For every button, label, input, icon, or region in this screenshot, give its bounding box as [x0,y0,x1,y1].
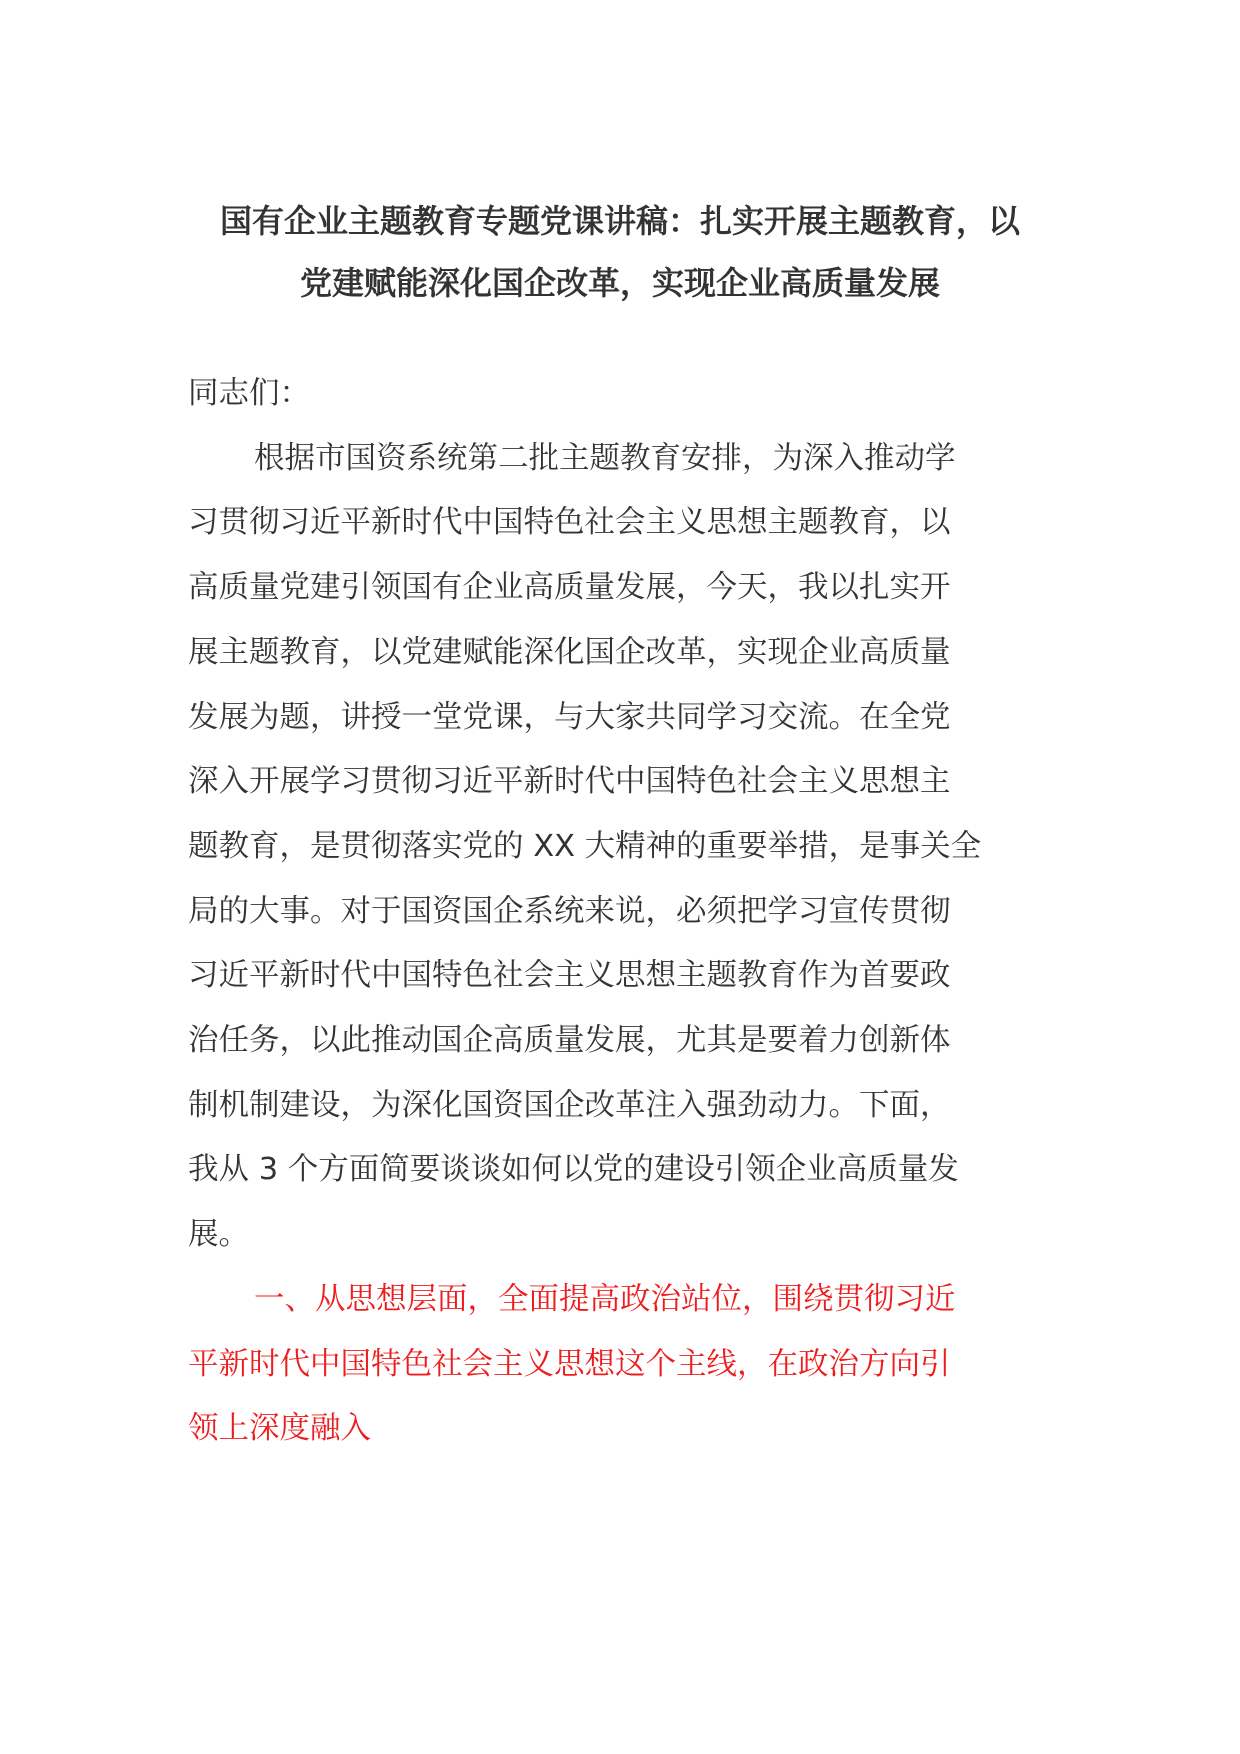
paragraph-line: 深入开展学习贯彻习近平新时代中国特色社会主义思想主 [188,764,951,800]
document-body [188,362,1068,1462]
paragraph-line: 我从 3 个方面简要谈谈如何以党的建设引领企业高质量发 [188,1152,959,1188]
section-heading-line: 一、从思想层面，全面提高政治站位，围绕贯彻习近 [254,1281,956,1317]
paragraph-line: 展主题教育，以党建赋能深化国企改革，实现企业高质量 [188,634,951,670]
paragraph-line: 习近平新时代中国特色社会主义思想主题教育作为首要政 [188,958,951,994]
paragraph-line: 根据市国资系统第二批主题教育安排，为深入推动学 [254,440,956,476]
paragraph-line: 发展为题，讲授一堂党课，与大家共同学习交流。在全党 [188,699,951,735]
paragraph-line: 高质量党建引领国有企业高质量发展，今天，我以扎实开 [188,570,951,606]
title-line: 国有企业主题教育专题党课讲稿：扎实开展主题教育，以 [219,202,1020,240]
salutation: 同志们： [188,376,310,411]
section-heading-line: 平新时代中国特色社会主义思想这个主线，在政治方向引 [188,1346,951,1382]
title-line: 党建赋能深化国企改革，实现企业高质量发展 [299,264,940,302]
paragraph-line: 局的大事。对于国资国企系统来说，必须把学习宣传贯彻 [188,893,951,929]
document-title [170,190,1070,314]
paragraph-line: 制机制建设，为深化国资国企改革注入强劲动力。下面， [188,1087,951,1123]
paragraph-line: 治任务，以此推动国企高质量发展，尤其是要着力创新体 [188,1023,951,1059]
paragraph-line: 题教育，是贯彻落实党的 XX 大精神的重要举措，是事关全 [188,828,982,864]
section-heading-line: 领上深度融入 [188,1411,371,1447]
paragraph-line: 习贯彻习近平新时代中国特色社会主义思想主题教育，以 [188,505,951,541]
paragraph-line: 展。 [188,1217,249,1253]
